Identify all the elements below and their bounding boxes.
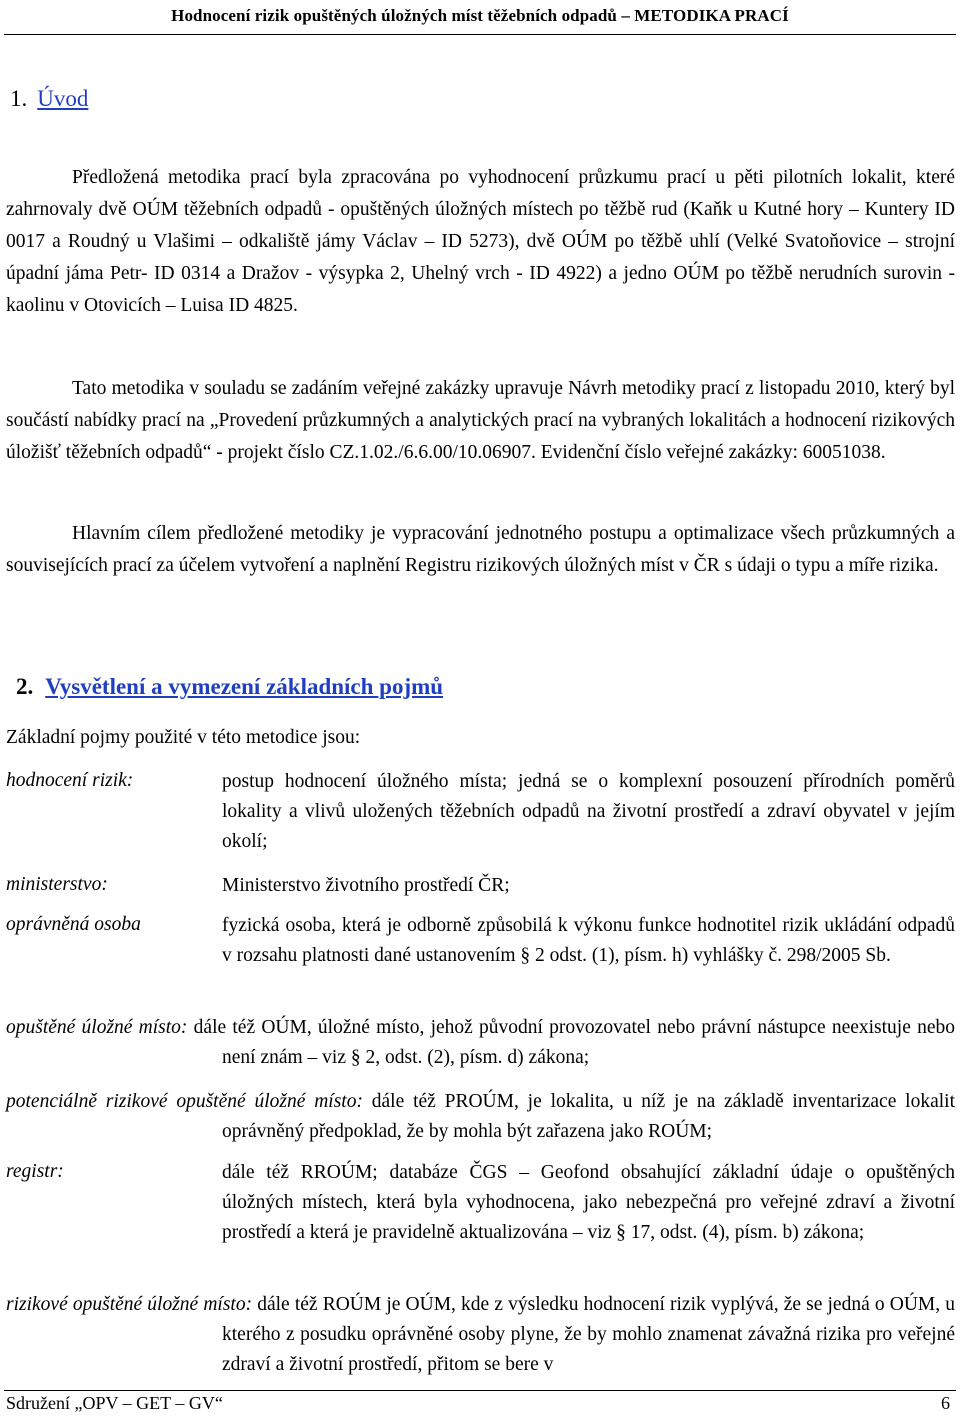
desc-ministerstvo: Ministerstvo životního prostředí ČR; bbox=[222, 875, 510, 896]
section-1-number: 1. bbox=[10, 86, 28, 111]
desc-opravnena-osoba: fyzická osoba, která je odborně způsobilá k výkonu funkce hodnotitel rizik ukládání odpadů v rozsahu platnosti dané ustanovením § 2 odst. (1), písm. h) vyhlášky č. 298/2005 Sb. bbox=[222, 915, 955, 966]
intro-paragraph-2: Tato metodika v souladu se zadáním veřejné zakázky upravuje Návrh metodiky prací z listopadu 2010, který byl součástí nabídky prací na „Provedení průzkumných a analytických prací na vybraných lokalitách a hodnocení rizikových úložišť těžebních odpadů“ - projekt číslo CZ.1.02./6.6.00/10.06907. Evidenční číslo veřejné zakázky: 60051038. bbox=[6, 378, 955, 463]
definition-rizikove-opustene: rizikové opuštěné úložné místo: dále též ROÚM je OÚM, kde z výsledku hodnocení rizik vyplývá, že se jedná o OÚM, u kterého z posudku oprávněné osoby plyne, že by mohlo znamenat závažná rizika pro veřejné zdraví a životní prostředí, přitom se bere v bbox=[6, 1294, 955, 1375]
intro-paragraph-3: Hlavním cílem předložené metodiky je vypracování jednotného postupu a optimalizace všech průzkumných a souvisejících prací za účelem vytvoření a naplnění Registru rizikových úložných míst v ČR s údaji o typu a míře rizika. bbox=[6, 523, 955, 576]
desc-hodnoceni-rizik: postup hodnocení úložného místa; jedná se o komplexní posouzení přírodních poměrů lokality a vlivů uložených těžebních odpadů na životní prostředí a zdraví obyvatel v jejím okolí; bbox=[222, 771, 955, 852]
definition-potencialne-rizikove: potenciálně rizikové opuštěné úložné místo: dále též PROÚM, je lokalita, u níž je na základě inventarizace lokalit oprávněný předpoklad, že by mohla být zařazena jako ROÚM; bbox=[6, 1091, 955, 1142]
page-number: 6 bbox=[941, 1393, 950, 1413]
footer-organization: Sdružení „OPV – GET – GV“ bbox=[6, 1393, 223, 1413]
footer-rule bbox=[4, 1390, 956, 1391]
running-header: Hodnocení rizik opuštěných úložných míst těžebních odpadů – METODIKA PRACÍ bbox=[171, 6, 789, 25]
term-opravnena-osoba: oprávněná osoba bbox=[6, 914, 141, 935]
definitions-intro: Základní pojmy použité v této metodice jsou: bbox=[6, 727, 361, 748]
term-registr: registr: bbox=[6, 1161, 64, 1182]
section-1-title: Úvod bbox=[37, 86, 89, 111]
section-2-number: 2. bbox=[16, 674, 34, 699]
definition-opustene-ulozne-misto: opuštěné úložné místo: dále též OÚM, úložné místo, jehož původní provozovatel nebo právní nástupce neexistuje nebo není znám – viz § 2, odst. (2), písm. d) zákona; bbox=[6, 1017, 956, 1068]
term-ministerstvo: ministerstvo: bbox=[6, 874, 108, 895]
term-hodnoceni-rizik: hodnocení rizik: bbox=[6, 770, 134, 791]
intro-paragraph-1: Předložená metodika prací byla zpracována po vyhodnocení průzkumu prací u pěti pilotních lokalit, které zahrnovaly dvě OÚM těžebních odpadů - opuštěných úložných místech po těžbě rud (Kaňk u Kutné hory – Kuntery ID 0017 a Roudný u Vlašimi – odkaliště jámy Václav – ID 5273), dvě OÚM po těžbě uhlí (Velké Svatoňovice – strojní úpadní jáma Petr- ID 0314 a Dražov - výsypka 2, Uhelný vrch - ID 4922) a jedno OÚM po těžbě nerudních surovin - kaolinu v Otovicích – Luisa ID 4825. bbox=[6, 167, 955, 316]
desc-registr: dále též RROÚM; databáze ČGS – Geofond obsahující základní údaje o opuštěných úložných místech, která byla vyhodnocena, jako nebezpečná pro veřejné zdraví a životní prostředí a která je pravidelně aktualizována – viz § 17, odst. (4), písm. b) zákona; bbox=[222, 1162, 955, 1243]
section-2-title: Vysvětlení a vymezení základních pojmů bbox=[45, 674, 444, 699]
section-2-heading bbox=[16, 674, 443, 700]
section-1-heading bbox=[10, 86, 88, 112]
header-rule bbox=[4, 34, 956, 35]
